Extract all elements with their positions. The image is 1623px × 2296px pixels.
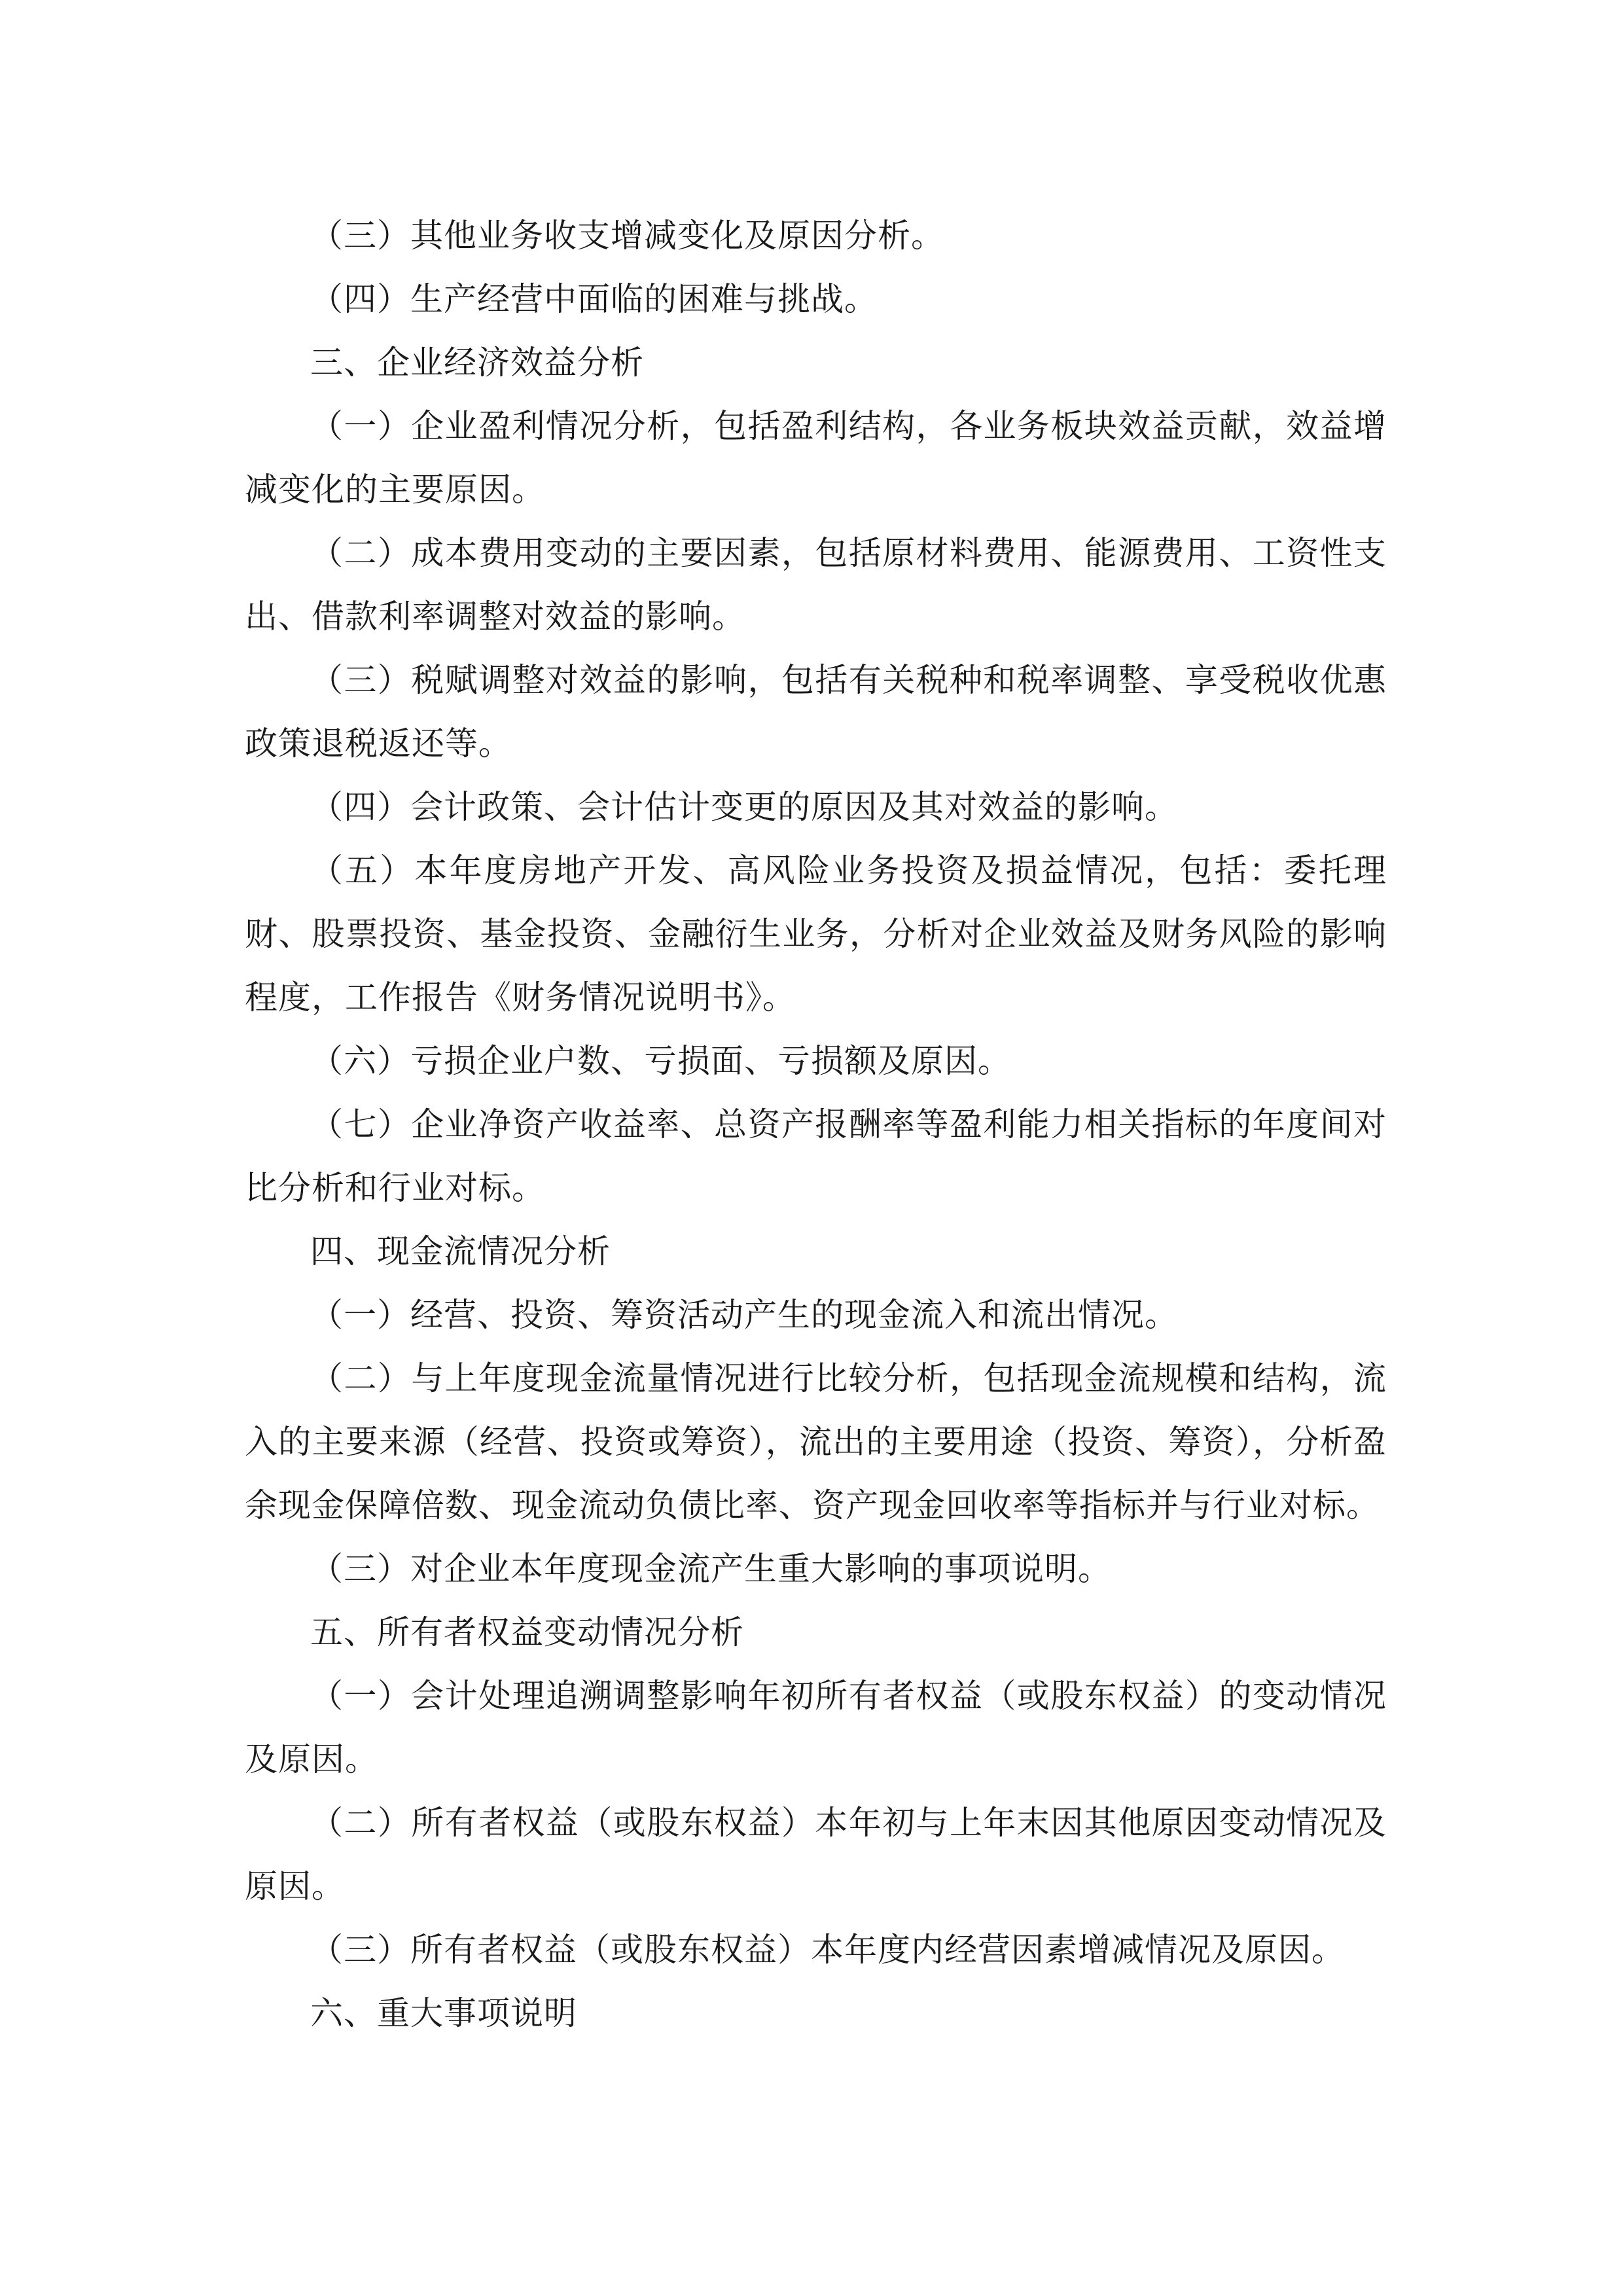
paragraph-tax-impact: （三）税赋调整对效益的影响，包括有关税种和税率调整、享受税收优惠政策退税返还等。 <box>245 661 1387 762</box>
paragraph-high-risk-investment: （五）本年度房地产开发、高风险业务投资及损益情况，包括：委托理财、股票投资、基金投资、金融衍生业务，分析对企业效益及财务风险的影响程度，工作报告《财务情况说明书》。 <box>245 852 1387 1016</box>
document-body <box>245 204 1387 2045</box>
paragraph-cash-in-out: （一）经营、投资、筹资活动产生的现金流入和流出情况。 <box>310 1296 1178 1334</box>
paragraph-equity-operating-changes: （三）所有者权益（或股东权益）本年度内经营因素增减情况及原因。 <box>310 1931 1345 1969</box>
paragraph-difficulties: （四）生产经营中面临的困难与挑战。 <box>310 280 878 318</box>
paragraph-equity-other-changes: （二）所有者权益（或股东权益）本年初与上年末因其他原因变动情况及原因。 <box>245 1804 1387 1905</box>
section-heading-economic-benefit: 三、企业经济效益分析 <box>310 344 644 382</box>
paragraph-accounting-policy: （四）会计政策、会计估计变更的原因及其对效益的影响。 <box>310 788 1178 826</box>
paragraph-other-business: （三）其他业务收支增减变化及原因分析。 <box>310 217 944 255</box>
section-heading-cash-flow: 四、现金流情况分析 <box>310 1232 611 1270</box>
paragraph-loss-enterprises: （六）亏损企业户数、亏损面、亏损额及原因。 <box>310 1042 1011 1080</box>
section-heading-major-events: 六、重大事项说明 <box>310 1994 577 2032</box>
section-heading-equity-change: 五、所有者权益变动情况分析 <box>310 1613 744 1651</box>
paragraph-cash-major-items: （三）对企业本年度现金流产生重大影响的事项说明。 <box>310 1550 1111 1588</box>
paragraph-profit-analysis: （一）企业盈利情况分析，包括盈利结构，各业务板块效益贡献，效益增减变化的主要原因。 <box>245 407 1387 509</box>
paragraph-retrospective-adjustment: （一）会计处理追溯调整影响年初所有者权益（或股东权益）的变动情况及原因。 <box>245 1677 1387 1778</box>
paragraph-cost-factors: （二）成本费用变动的主要因素，包括原材料费用、能源费用、工资性支出、借款利率调整对效益的影响。 <box>245 534 1387 636</box>
paragraph-roe-benchmark: （七）企业净资产收益率、总资产报酬率等盈利能力相关指标的年度间对比分析和行业对标。 <box>245 1105 1387 1207</box>
paragraph-cash-comparison: （二）与上年度现金流量情况进行比较分析，包括现金流规模和结构，流入的主要来源（经营、投资或筹资），流出的主要用途（投资、筹资），分析盈余现金保障倍数、现金流动负债比率、资产现金回收率等指标并与行业对标。 <box>245 1359 1387 1524</box>
